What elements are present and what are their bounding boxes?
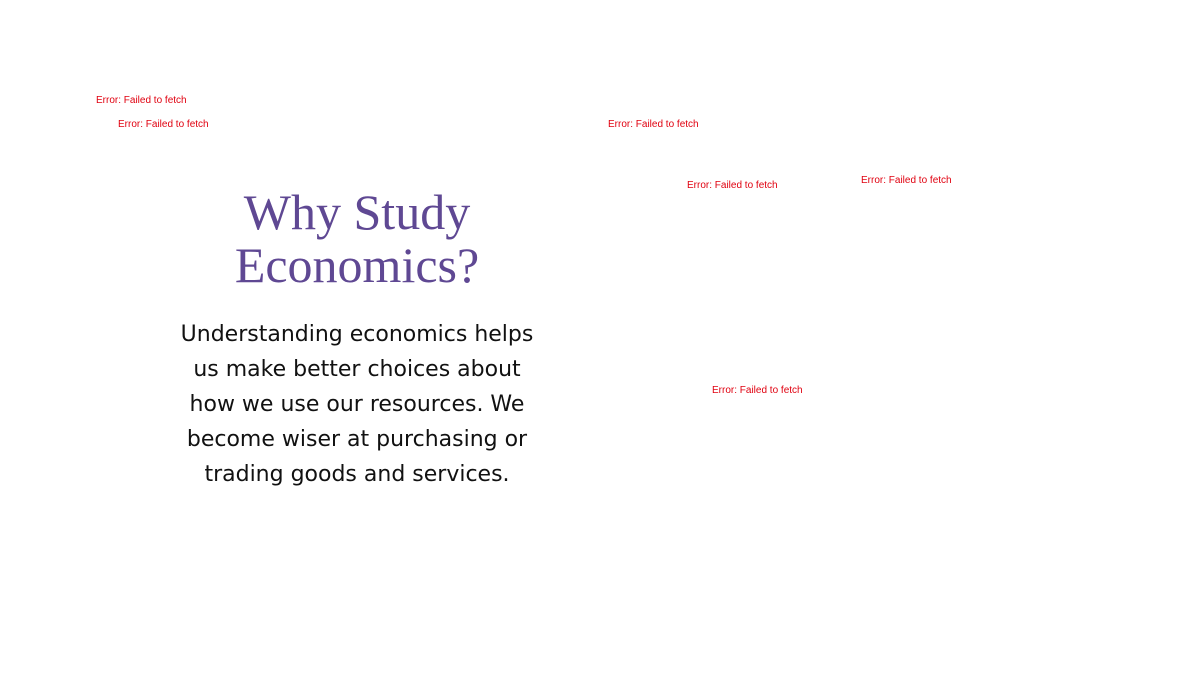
error-message: Error: Failed to fetch	[861, 175, 952, 186]
slide-title: Why Study Economics?	[234, 184, 480, 293]
error-message: Error: Failed to fetch	[608, 119, 699, 130]
error-message: Error: Failed to fetch	[712, 385, 803, 396]
slide-body-text: Understanding economics helps us make better choices about how we use our resources. We become wiser at purchasing or trading goods and services.	[180, 322, 534, 487]
error-message: Error: Failed to fetch	[118, 119, 209, 130]
error-message: Error: Failed to fetch	[687, 180, 778, 191]
error-message: Error: Failed to fetch	[96, 95, 187, 106]
